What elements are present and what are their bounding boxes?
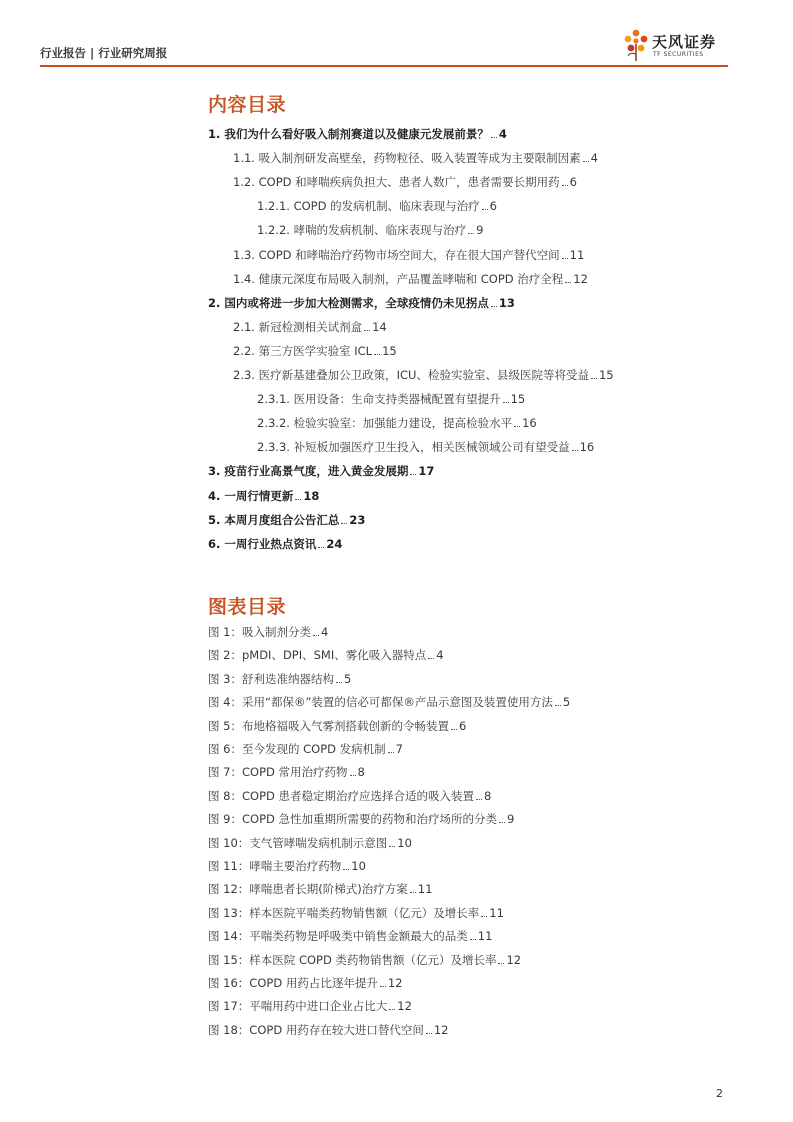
figure-dot-leader	[428, 657, 434, 659]
toc-entry-page: 24	[326, 536, 343, 551]
toc-entry-page: 14	[372, 319, 387, 334]
toc-entry-title: 检验实验室：加强能力建设，提高检验水平	[293, 416, 513, 431]
figure-entry-number: 图 10：	[208, 835, 250, 850]
toc-entry-number: 4.	[208, 488, 225, 503]
figure-entry-page: 4	[436, 648, 444, 663]
toc-entry-title: 本周月度组合公告汇总	[224, 512, 340, 527]
header-divider	[40, 65, 728, 67]
toc-entry-number: 1.2.1.	[257, 199, 294, 214]
toc-entry-number: 2.3.3.	[257, 440, 294, 455]
toc-entry-number: 2.3.	[233, 368, 259, 382]
toc-entry-title: 疫苗行业高景气度，进入黄金发展期	[224, 464, 409, 479]
figure-dot-leader	[476, 798, 482, 800]
figure-entry-page: 8	[357, 765, 365, 780]
toc-entry-title: 新冠检测相关试剂盒	[258, 319, 363, 334]
figure-dot-leader	[555, 704, 561, 706]
figure-dot-leader	[313, 634, 319, 636]
toc-dot-leader	[562, 257, 568, 259]
toc-entry-number: 1.4.	[233, 271, 259, 286]
toc-entry-page: 16	[579, 440, 595, 455]
toc-entry-page: 9	[476, 223, 484, 238]
figure-dot-leader	[350, 774, 356, 776]
figure-entry-page: 11	[489, 905, 504, 920]
toc-entry-number: 1.3.	[233, 247, 259, 262]
figure-dot-leader	[388, 751, 394, 753]
toc-entry-page: 4	[590, 151, 598, 166]
figure-entry-page: 5	[562, 695, 571, 710]
toc-dot-leader	[491, 305, 497, 307]
flower-logo-icon	[622, 28, 650, 62]
figure-entry-title: 吸入制剂分类	[241, 625, 311, 639]
toc-entry-number: 2.	[208, 295, 225, 310]
company-logo	[622, 28, 732, 62]
toc-dot-leader	[591, 377, 597, 379]
toc-entry-page: 15	[510, 392, 526, 407]
figure-dot-leader	[426, 1032, 432, 1034]
toc-entry-title: COPD 和哮喘治疗药物市场空间大，存在很大国产替代空间	[258, 247, 560, 262]
figure-entry-number: 图 11：	[208, 859, 250, 873]
toc-dot-leader	[468, 232, 474, 234]
figure-entry-title: 样本医院平喘类药物销售额（亿元）及增长率	[249, 905, 480, 920]
toc-entry-title: 哮喘的发病机制、临床表现与治疗	[293, 223, 467, 238]
figure-entry-title: 布地格福吸入气雾剂搭载创新的令畅装置	[241, 718, 449, 733]
toc-entry-page: 6	[569, 175, 577, 190]
toc-entry-title: 一周行业热点资讯	[224, 536, 317, 551]
figure-dot-leader	[389, 845, 395, 847]
toc-entry-page: 18	[303, 488, 320, 503]
toc-entry-page: 16	[522, 416, 537, 431]
figure-entry-title: COPD 患者稳定期治疗应选择合适的吸入装置	[241, 788, 475, 803]
toc-dot-leader	[341, 522, 347, 524]
figure-entry-page: 12	[506, 952, 522, 967]
toc-dot-leader	[364, 329, 370, 331]
figure-entry-number: 图 9：	[208, 812, 242, 827]
figure-entry-page: 12	[387, 976, 403, 990]
figure-dot-leader	[481, 915, 487, 917]
toc-entry-page: 12	[573, 271, 588, 286]
toc-entry-page: 4	[498, 127, 507, 141]
toc-dot-leader	[410, 473, 416, 475]
toc-entry-page: 13	[498, 295, 515, 310]
toc-dot-leader	[583, 160, 589, 162]
toc-entry-title: COPD 和哮喘疾病负担大、患者人数广，患者需要长期用药	[258, 175, 560, 190]
figure-entry-number: 图 18：	[208, 1022, 250, 1037]
figure-entry-title: 哮喘主要治疗药物	[249, 859, 342, 873]
logo-name-en: TF SECURITIES	[653, 51, 704, 58]
figure-entry-number: 图 13：	[208, 905, 250, 920]
toc-dot-leader	[514, 425, 520, 427]
toc-entry-title: 医用设备：生命支持类器械配置有望提升	[293, 392, 501, 407]
toc-dot-leader	[482, 208, 488, 210]
figure-entry-number: 图 2：	[208, 648, 242, 663]
figure-dot-leader	[470, 938, 476, 940]
figure-entry-page: 5	[343, 671, 352, 686]
toc-dot-leader	[572, 449, 578, 451]
toc-entry-title: 国内或将进一步加大检测需求，全球疫情仍未见拐点	[224, 295, 489, 310]
figure-dot-leader	[389, 1008, 395, 1010]
report-header-label: 行业报告 | 行业研究周报	[40, 46, 168, 60]
figure-entry-page: 12	[433, 1022, 449, 1037]
toc-entry-number: 2.3.2.	[257, 416, 294, 431]
figure-entry-title: 哮喘患者长期(阶梯式)治疗方案	[249, 882, 408, 897]
toc-entry-title: 一周行情更新	[224, 488, 294, 503]
toc-entry-title: 健康元深度布局吸入制剂，产品覆盖哮喘和 COPD 治疗全程	[258, 271, 564, 286]
toc-entry-page: 17	[418, 464, 435, 479]
figure-entry-number: 图 8：	[208, 788, 242, 803]
toc-entry-number: 3.	[208, 464, 225, 479]
figure-entry-page: 11	[417, 882, 433, 897]
toc-dot-leader	[374, 353, 380, 355]
page-number: 2	[716, 1087, 723, 1100]
figure-entry-number: 图 6：	[208, 742, 242, 756]
toc-entry-number: 1.2.2.	[257, 223, 294, 238]
figure-entry-page: 10	[351, 859, 366, 873]
figure-dot-leader	[380, 985, 386, 987]
figure-entry-page: 10	[397, 835, 412, 850]
toc-entry-page: 6	[489, 199, 497, 214]
toc-entry-title: 医疗新基建叠加公卫政策，ICU、检验实验室、县级医院等将受益	[258, 368, 589, 382]
figure-entry-page: 12	[397, 999, 412, 1014]
figure-entry-number: 图 17：	[208, 999, 250, 1014]
figure-entry-page: 9	[507, 812, 515, 827]
figure-dot-leader	[336, 681, 342, 683]
figure-entry-title: 采用“都保®”装置的信必可都保®产品示意图及装置使用方法	[241, 695, 553, 710]
figure-entry-page: 7	[395, 742, 403, 756]
figure-dot-leader	[410, 891, 416, 893]
toc-entry-title: 补短板加强医疗卫生投入，相关医械领域公司有望受益	[293, 440, 570, 455]
toc-dot-leader	[503, 401, 509, 403]
figure-entry-page: 8	[484, 788, 492, 803]
toc-entry-title: 吸入制剂研发高壁垒，药物粒径、吸入装置等成为主要限制因素	[258, 151, 581, 166]
figure-dot-leader	[343, 868, 349, 870]
toc-entry-number: 2.3.1.	[257, 392, 294, 407]
toc-dot-leader	[318, 546, 324, 548]
figure-entry-number: 图 7：	[208, 765, 242, 780]
figure-entry-number: 图 15：	[208, 952, 250, 967]
figure-entry-title: 支气管哮喘发病机制示意图	[249, 835, 388, 850]
figure-entry-title: COPD 常用治疗药物	[241, 765, 348, 780]
figure-entry-title: 至今发现的 COPD 发病机制	[241, 742, 386, 756]
toc-entry-number: 1.1.	[233, 151, 259, 166]
figure-entry-title: COPD 用药占比逐年提升	[249, 976, 378, 990]
figure-entry-page: 11	[477, 929, 493, 944]
figure-entry-title: 平喘类药物是呼吸类中销售金额最大的品类	[249, 929, 468, 944]
toc-entry-number: 6.	[208, 536, 225, 551]
figure-entry-number: 图 3：	[208, 671, 242, 686]
figure-entry-title: COPD 用药存在较大进口替代空间	[249, 1022, 424, 1037]
figure-entry-page: 6	[458, 718, 467, 733]
figure-entry-number: 图 1：	[208, 625, 242, 639]
toc-entry-page: 15	[598, 368, 614, 382]
toc-entry-number: 2.1.	[233, 319, 259, 334]
figure-entry-number: 图 12：	[208, 882, 250, 897]
figure-entry-number: 图 4：	[208, 695, 242, 710]
toc-dot-leader	[562, 184, 568, 186]
figure-entry-title: pMDI、DPI、SMI、雾化吸入器特点	[241, 648, 427, 663]
figure-entry-title: 样本医院 COPD 类药物销售额（亿元）及增长率	[249, 952, 497, 967]
toc-entry-page: 15	[382, 343, 397, 358]
toc-entry-number: 2.2.	[233, 343, 259, 358]
figure-entry-title: COPD 急性加重期所需要的药物和治疗场所的分类	[241, 812, 498, 827]
figure-entry-number: 图 14：	[208, 929, 250, 944]
toc-entry-title: COPD 的发病机制、临床表现与治疗	[293, 199, 480, 214]
logo-name-cn: 天风证券	[652, 33, 717, 51]
figure-entry-title: 平喘用药中进口企业占比大	[249, 999, 388, 1014]
toc-entry-number: 1.2.	[233, 175, 259, 190]
toc-entry-title: 我们为什么看好吸入制剂赛道以及健康元发展前景？	[224, 127, 489, 141]
figure-entry-number: 图 5：	[208, 718, 242, 733]
figures-title: 图表目录	[208, 596, 287, 618]
toc-entry-page: 23	[349, 512, 366, 527]
figure-entry-number: 图 16：	[208, 976, 250, 990]
contents-title: 内容目录	[208, 94, 287, 116]
toc-entry-number: 5.	[208, 512, 225, 527]
toc-entry-number: 1.	[208, 127, 225, 141]
figure-dot-leader	[499, 821, 505, 823]
figure-entry-title: 舒利迭准纳器结构	[241, 671, 334, 686]
figure-dot-leader	[498, 962, 504, 964]
toc-dot-leader	[491, 136, 497, 138]
figure-entry-page: 4	[320, 625, 329, 639]
toc-dot-leader	[565, 281, 571, 283]
figure-dot-leader	[451, 728, 457, 730]
toc-entry-page: 11	[569, 247, 585, 262]
toc-entry-title: 第三方医学实验室 ICL	[258, 343, 373, 358]
toc-dot-leader	[295, 498, 301, 500]
